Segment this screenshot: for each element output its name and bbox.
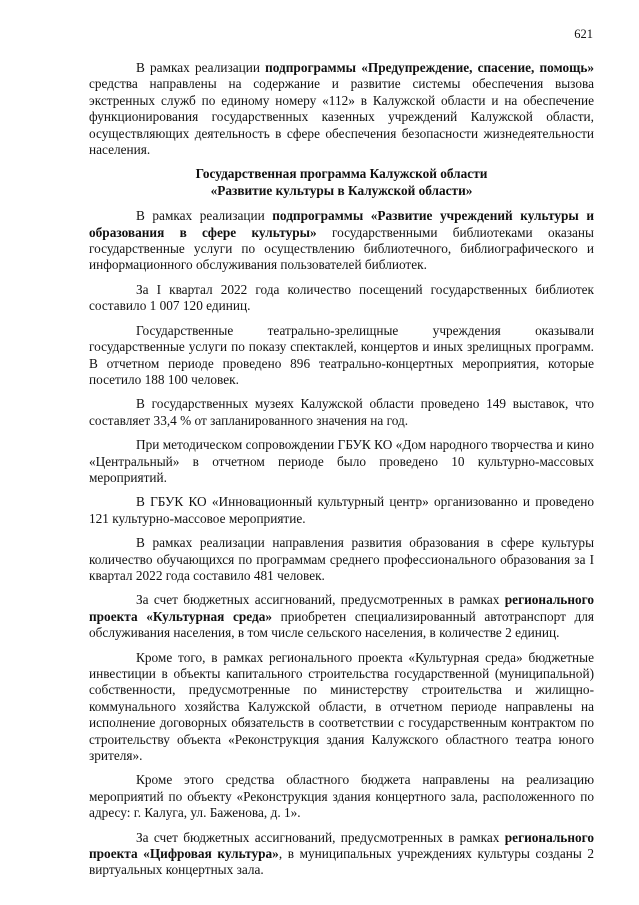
text-run: За I квартал 2022 года количество посещений государственных библиотек составило 1 007 120 единиц. [89, 281, 594, 314]
text-run: В рамках реализации направления развития образования в сфере культуры количество обучающихся по программам среднего профессионального образования за I квартал 2022 года составило 481 человек. [89, 535, 594, 583]
text-run: , в муниципальных учреждениях культуры созданы 2 виртуальных концертных зала. [89, 846, 594, 878]
paragraph-2 [89, 208, 594, 274]
text-run: За счет бюджетных ассигнований, предусмотренных в рамках [136, 829, 505, 845]
paragraph-3 [89, 282, 594, 315]
paragraph-8 [89, 535, 594, 584]
paragraph-7 [89, 494, 594, 527]
document-body [89, 60, 594, 887]
section-heading-line-2: «Развитие культуры в Калужской области» [210, 182, 473, 198]
section-heading-line-1: Государственная программа Калужской области [195, 166, 488, 182]
page-number: 621 [574, 27, 593, 41]
subprogram-name: подпрограммы «Развитие учреждений культуры и образования в сфере культуры» [89, 208, 594, 240]
text-run: За счет бюджетных ассигнований, предусмотренных в рамках [136, 592, 505, 608]
text-run: государственными библиотеками оказаны государственные услуги по осуществлению библиотечного, библиографического и информационного обслуживания пользователей библиотек. [89, 224, 594, 273]
paragraph-5 [89, 396, 594, 429]
paragraph-12 [89, 830, 594, 879]
text-run: приобретен специализированный автотранспорт для обслуживания населения, в том числе сельского населения, в количестве 2 единиц. [89, 608, 594, 641]
subprogram-name: подпрограммы «Предупреждение, спасение, помощь» [265, 60, 594, 75]
project-name: регионального проекта «Культурная среда» [89, 592, 594, 624]
paragraph-1 [89, 60, 594, 158]
text-run: Кроме этого средства областного бюджета направлены на реализацию мероприятий по объекту «Реконструкция здания концертного зала, расположенного по адресу: г. Калуга, ул. Баженова, д. 1». [89, 772, 594, 821]
text-run: В государственных музеях Калужской области проведено 149 выставок, что составляет 33,4 % от запланированного значения на год. [89, 396, 594, 428]
paragraph-10 [89, 650, 594, 765]
text-run: При методическом сопровождении ГБУК КО «Дом народного творчества и кино «Центральный» в отчетном периоде было проведено 10 культурно-массовых мероприятий. [89, 437, 594, 485]
paragraph-4 [89, 323, 594, 389]
text-run: В ГБУК КО «Инновационный культурный центр» организованно и проведено 121 культурно-массовое мероприятие. [89, 494, 594, 526]
text-run: В рамках реализации [136, 60, 266, 75]
section-heading [89, 166, 594, 199]
text-run: В рамках реализации [136, 208, 273, 224]
paragraph-11 [89, 772, 594, 821]
text-run: Государственные театрально-зрелищные учреждения оказывали государственные услуги по показу спектаклей, концертов и иных зрелищных программ. В отчетном периоде проведено 896 театрально-концертных мероприятия, которые посетило 188 100 человек. [89, 322, 594, 387]
paragraph-9 [89, 592, 594, 641]
text-run: Кроме того, в рамках регионального проекта «Культурная среда» бюджетные инвестиции в объекты капитального строительства государственной (муниципальной) собственности, предусмотренные по министерству строительства и жилищно-коммунального хозяйства Калужской области, в отчетном периоде направлены на исполнение договорных обязательств в соответствии с государственным контрактом по строительству объекта «Реконструкция здания Калужского областного театра юного зрителя». [89, 649, 594, 764]
paragraph-6 [89, 437, 594, 486]
project-name: регионального проекта «Цифровая культура» [89, 829, 594, 862]
text-run: средства направлены на содержание и развитие системы обеспечения вызова экстренных служб по единому номеру «112» в Калужской области и на обеспечение функционирования государственных казенных учреждений Калужской области, осуществляющих деятельность в сфере обеспечения безопасности жизнедеятельности населения. [89, 76, 594, 158]
